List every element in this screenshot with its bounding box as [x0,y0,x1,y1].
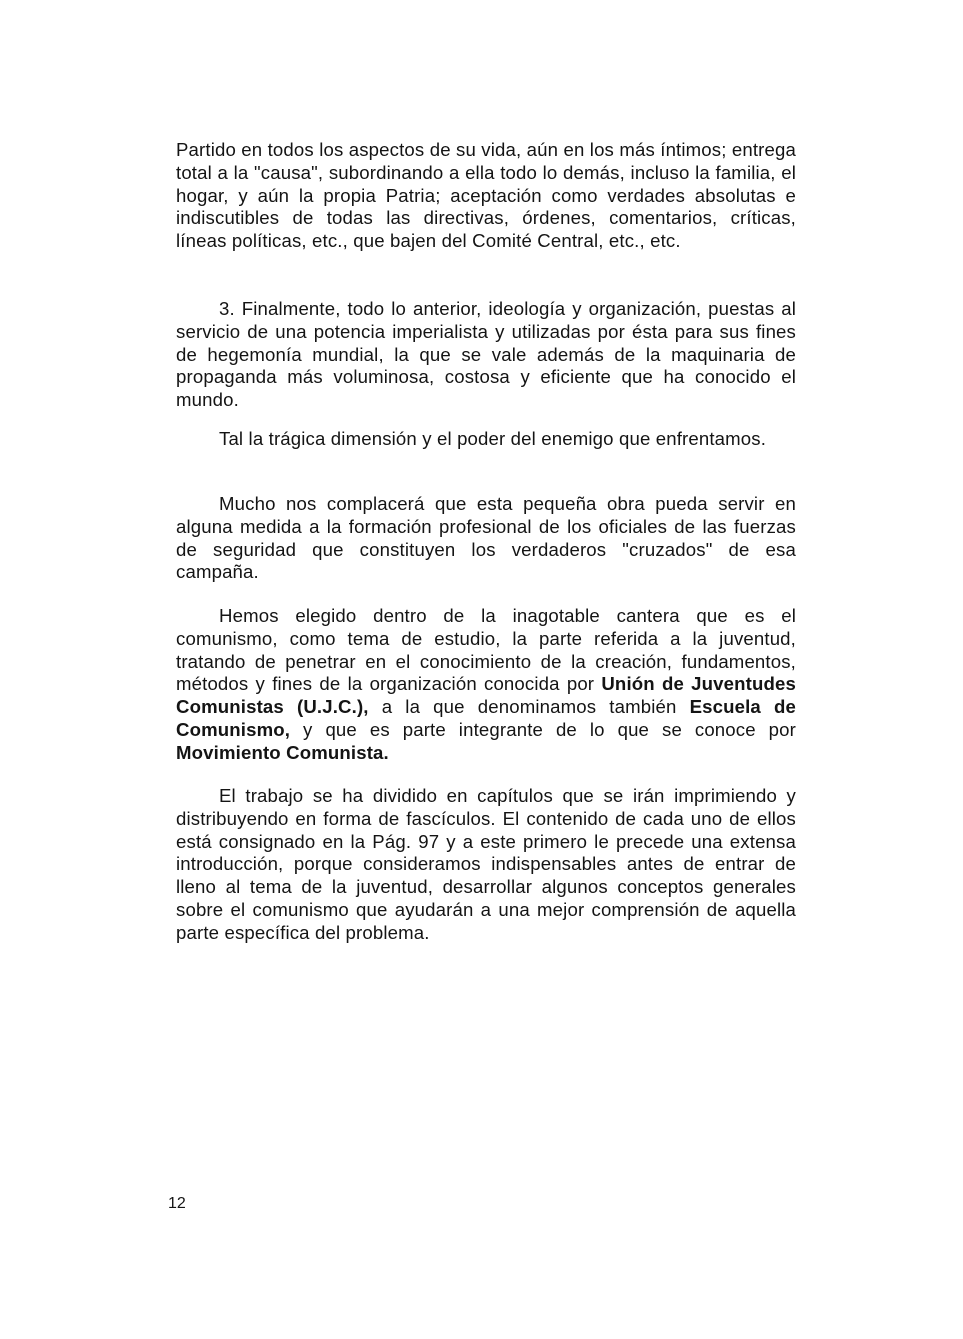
paragraph-1-text: Partido en todos los aspectos de su vida, aún en los más íntimos; entrega total a la "causa", subordinando a ella todo lo demás, incluso la familia, el hogar, y aún la propia Patria; aceptación como verdades absolutas e indiscutibles de todas las directivas, órdenes, comentarios, críticas, líneas políticas, etc., que bajen del Comité Central, etc., etc. [176,139,796,252]
paragraph-6-text: El trabajo se ha dividido en capítulos que se irán imprimiendo y distribuyendo en forma de fascículos. El contenido de cada uno de ellos está consignado en la Pág. 97 y a este primero le precede una extensa introducción, porque consideramos indispensables antes de entrar de lleno al tema de la juventud, desarrollar algunos conceptos generales sobre el comunismo que ayudarán a una mejor comprensión de aquella parte específica del problema. [176,785,796,943]
page-number: 12 [168,1195,186,1212]
paragraph-5-text [176,605,796,765]
paragraph-4-text: Mucho nos complacerá que esta pequeña obra pueda servir en alguna medida a la formación profesional de los oficiales de las fuerzas de seguridad que constituyen los verdaderos "cruzados" de esa campaña. [176,493,796,583]
paragraph-3 [176,428,796,451]
paragraph-5-part-3: y que es parte integrante de lo que se conoce por [290,718,796,740]
paragraph-5-part-2: a la que denominamos también [368,696,690,718]
paragraph-4 [176,493,796,584]
ujc-name-bold: Unión de Juventudes Comunistas (U.J.C.), [176,673,796,718]
paragraph-6 [176,785,796,945]
movimiento-comunista-bold: Movimiento Comunista. [176,741,389,763]
paragraph-1 [176,139,796,253]
paragraph-3-text: Tal la trágica dimensión y el poder del enemigo que enfrentamos. [219,428,767,449]
paragraph-5 [176,605,796,765]
escuela-de-comunismo-bold: Escuela de Comunismo, [176,696,796,740]
paragraph-2 [176,298,796,412]
paragraph-2-text: 3. Finalmente, todo lo anterior, ideología y organización, puestas al servicio de una potencia imperialista y utilizadas por ésta para sus fines de hegemonía mundial, la que se vale además de la maquinaria de propaganda más voluminosa, costosa y eficiente que ha conocido el mundo. [176,298,796,411]
paragraph-5-part-1: Hemos elegido dentro de la inagotable cantera que es el comunismo, como tema de estudio, la parte referida a la juventud, tratando de penetrar en el conocimiento de la creación, fundamentos, métodos y fines de la organización conocida por [176,605,796,695]
